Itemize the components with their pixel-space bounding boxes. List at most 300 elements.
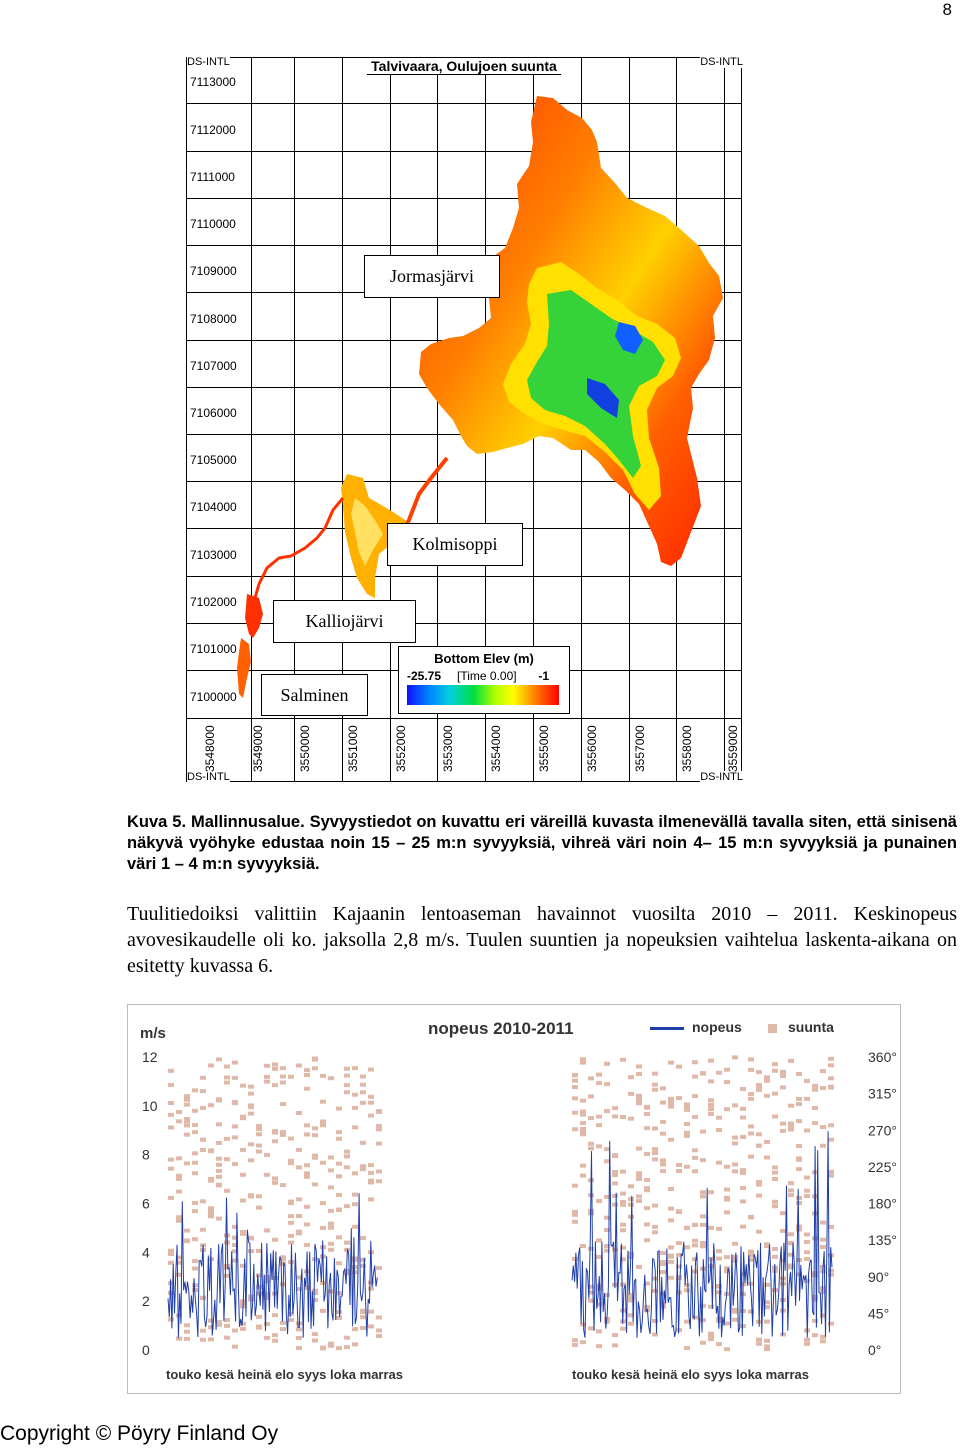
direction-marker [772, 1165, 778, 1169]
direction-marker [796, 1158, 802, 1162]
direction-marker [312, 1133, 318, 1137]
direction-marker [740, 1186, 746, 1190]
direction-marker [756, 1070, 762, 1074]
direction-marker [376, 1179, 382, 1183]
legend-max-value: -1 [538, 669, 549, 683]
direction-marker [320, 1201, 326, 1205]
direction-marker [176, 1219, 182, 1223]
direction-marker [652, 1083, 658, 1087]
direction-marker [772, 1092, 778, 1096]
direction-marker [328, 1168, 334, 1172]
direction-marker [344, 1150, 350, 1154]
direction-marker [668, 1061, 674, 1065]
direction-marker [772, 1171, 778, 1175]
direction-marker [716, 1342, 722, 1346]
connecting-channel [405, 458, 447, 528]
direction-marker [200, 1329, 206, 1333]
direction-marker [804, 1097, 810, 1101]
direction-marker [256, 1150, 262, 1154]
direction-marker [248, 1085, 254, 1089]
direction-marker [264, 1336, 270, 1340]
direction-marker [612, 1194, 618, 1198]
direction-marker [232, 1329, 238, 1333]
direction-marker [796, 1119, 802, 1123]
place-label-kolmisoppi: Kolmisoppi [387, 523, 523, 566]
direction-marker [296, 1063, 302, 1067]
direction-marker [668, 1255, 674, 1259]
direction-marker [828, 1138, 834, 1142]
direction-marker [336, 1130, 342, 1134]
direction-marker [676, 1169, 682, 1173]
direction-marker [216, 1163, 222, 1167]
direction-marker [368, 1287, 374, 1291]
direction-marker [660, 1158, 666, 1162]
direction-marker [352, 1066, 358, 1070]
direction-marker [328, 1209, 334, 1213]
direction-marker [812, 1121, 818, 1125]
chart-y2-tick: 45° [868, 1305, 890, 1322]
direction-marker [740, 1135, 746, 1139]
direction-marker [248, 1105, 254, 1109]
direction-marker [192, 1161, 198, 1165]
map-corner-label-bottom-left: DS-INTL [187, 771, 230, 783]
direction-marker [280, 1183, 286, 1187]
direction-marker [208, 1337, 214, 1341]
direction-marker [168, 1158, 174, 1162]
direction-marker [272, 1176, 278, 1180]
direction-marker [288, 1137, 294, 1141]
direction-marker [748, 1124, 754, 1128]
direction-marker [368, 1114, 374, 1118]
direction-marker [240, 1116, 246, 1120]
direction-marker [676, 1163, 682, 1167]
direction-marker [668, 1245, 674, 1249]
chart-y2-tick: 360° [868, 1049, 897, 1065]
y-tick-label: 7104000 [190, 500, 237, 514]
direction-marker [320, 1309, 326, 1313]
legend-min-value: -25.75 [407, 669, 442, 683]
direction-marker [296, 1346, 302, 1350]
direction-marker [732, 1318, 738, 1322]
direction-marker [788, 1181, 794, 1185]
direction-marker [692, 1223, 698, 1227]
direction-marker [820, 1144, 826, 1148]
direction-marker [644, 1126, 650, 1130]
direction-marker [232, 1258, 238, 1262]
direction-marker [168, 1125, 174, 1129]
direction-marker [312, 1066, 318, 1070]
direction-marker [352, 1265, 358, 1269]
direction-marker [320, 1100, 326, 1104]
direction-marker [248, 1092, 254, 1096]
direction-marker [796, 1196, 802, 1200]
direction-marker [360, 1101, 366, 1105]
direction-marker [620, 1228, 626, 1232]
direction-marker [668, 1187, 674, 1191]
direction-marker [764, 1075, 770, 1079]
direction-marker [796, 1072, 802, 1076]
direction-marker [288, 1200, 294, 1204]
place-label-jormasjarvi: Jormasjärvi [364, 255, 500, 298]
direction-marker [168, 1069, 174, 1073]
direction-marker [344, 1336, 350, 1340]
direction-marker [828, 1086, 834, 1090]
direction-marker [668, 1218, 674, 1222]
direction-marker [328, 1226, 334, 1230]
direction-marker [628, 1117, 634, 1121]
direction-marker [796, 1102, 802, 1106]
direction-marker [572, 1184, 578, 1188]
direction-marker [740, 1324, 746, 1328]
direction-marker [192, 1088, 198, 1092]
direction-marker [732, 1169, 738, 1173]
direction-marker [360, 1236, 366, 1240]
direction-marker [636, 1177, 642, 1181]
direction-marker [740, 1171, 746, 1175]
direction-marker [636, 1099, 642, 1103]
direction-marker [628, 1092, 634, 1096]
direction-marker [620, 1058, 626, 1062]
direction-marker [684, 1108, 690, 1112]
direction-marker [288, 1075, 294, 1079]
direction-marker [708, 1190, 714, 1194]
direction-marker [732, 1308, 738, 1312]
direction-marker [360, 1315, 366, 1319]
direction-marker [224, 1157, 230, 1161]
direction-marker [200, 1076, 206, 1080]
chart-x-label-2010: touko kesä heinä elo syys loka marras [166, 1367, 404, 1382]
direction-marker [804, 1240, 810, 1244]
direction-marker [360, 1141, 366, 1145]
direction-marker [628, 1197, 634, 1201]
y-tick-label: 7111000 [190, 170, 235, 184]
direction-marker [660, 1169, 666, 1173]
direction-marker [756, 1230, 762, 1234]
direction-marker [668, 1276, 674, 1280]
chart-y2-tick: 0° [868, 1342, 882, 1358]
direction-marker [748, 1068, 754, 1072]
direction-marker [596, 1344, 602, 1348]
river-to-kalliojarvi [255, 498, 343, 598]
direction-marker [216, 1122, 222, 1126]
direction-marker [360, 1075, 366, 1079]
direction-marker [336, 1235, 342, 1239]
direction-marker [764, 1347, 770, 1351]
direction-marker [756, 1083, 762, 1087]
direction-marker [232, 1100, 238, 1104]
direction-marker [200, 1228, 206, 1232]
direction-marker [360, 1258, 366, 1262]
x-tick-label: 3558000 [680, 725, 694, 772]
direction-marker [660, 1120, 666, 1124]
direction-marker [224, 1081, 230, 1085]
direction-marker [312, 1339, 318, 1343]
body-paragraph: Tuulitiedoiksi valittiin Kajaanin lentoaseman havainnot vuosilta 2010 – 2011. Keskinopeus avovesikaudelle oli ko. jaksolla 2,8 m/s. Tuulen suuntien ja nopeuksien vaihtelua laskenta-aikana on esitetty kuvassa 6. [127, 903, 957, 977]
direction-marker [796, 1167, 802, 1171]
direction-marker [700, 1190, 706, 1194]
direction-marker [224, 1264, 230, 1268]
direction-marker [200, 1199, 206, 1203]
direction-marker [636, 1072, 642, 1076]
direction-marker [224, 1065, 230, 1069]
direction-marker [788, 1127, 794, 1131]
direction-marker [764, 1339, 770, 1343]
direction-marker [248, 1142, 254, 1146]
direction-marker [748, 1057, 754, 1061]
salminen-lake [237, 638, 251, 698]
direction-marker [716, 1128, 722, 1132]
direction-marker [788, 1193, 794, 1197]
chart-y-axis-label: m/s [140, 1025, 166, 1042]
chart-y2-tick: 270° [868, 1122, 897, 1139]
direction-marker [692, 1243, 698, 1247]
direction-marker [352, 1125, 358, 1129]
direction-marker [708, 1103, 714, 1107]
direction-marker [780, 1122, 786, 1126]
direction-marker [184, 1117, 190, 1121]
direction-marker [596, 1144, 602, 1148]
direction-marker [660, 1163, 666, 1167]
y-tick-label: 7106000 [190, 406, 237, 420]
direction-marker [724, 1165, 730, 1169]
direction-marker [168, 1318, 174, 1322]
direction-marker [596, 1238, 602, 1242]
direction-marker [628, 1184, 634, 1188]
direction-marker [360, 1309, 366, 1313]
direction-marker [328, 1248, 334, 1252]
direction-marker [248, 1158, 254, 1162]
direction-marker [644, 1105, 650, 1109]
direction-marker [620, 1115, 626, 1119]
direction-marker [796, 1201, 802, 1205]
direction-marker [200, 1148, 206, 1152]
direction-marker [216, 1141, 222, 1145]
x-tick-label: 3559000 [726, 725, 740, 772]
y-tick-label: 7102000 [190, 595, 237, 609]
direction-marker [248, 1236, 254, 1240]
direction-marker [240, 1230, 246, 1234]
direction-marker [208, 1214, 214, 1218]
direction-marker [572, 1257, 578, 1261]
direction-marker [636, 1064, 642, 1068]
direction-marker [208, 1103, 214, 1107]
direction-marker [320, 1161, 326, 1165]
direction-marker [304, 1123, 310, 1127]
direction-marker [288, 1234, 294, 1238]
direction-marker [820, 1125, 826, 1129]
direction-marker [780, 1074, 786, 1078]
direction-marker [700, 1194, 706, 1198]
direction-marker [828, 1174, 834, 1178]
direction-marker [256, 1194, 262, 1198]
direction-marker [724, 1347, 730, 1351]
direction-marker [192, 1171, 198, 1175]
direction-marker [208, 1148, 214, 1152]
direction-marker [580, 1121, 586, 1125]
direction-marker [224, 1336, 230, 1340]
direction-marker [716, 1116, 722, 1120]
chart-y2-tick: 225° [868, 1158, 897, 1175]
direction-marker [232, 1061, 238, 1065]
direction-marker [192, 1109, 198, 1113]
direction-marker [320, 1074, 326, 1078]
direction-marker [184, 1229, 190, 1233]
direction-marker [312, 1126, 318, 1130]
direction-marker [596, 1123, 602, 1127]
direction-marker [788, 1121, 794, 1125]
direction-marker [580, 1164, 586, 1168]
direction-marker [288, 1241, 294, 1245]
y-tick-label: 7112000 [190, 123, 236, 137]
direction-marker [628, 1203, 634, 1207]
direction-marker [692, 1156, 698, 1160]
direction-marker [748, 1155, 754, 1159]
x-tick-label: 3551000 [346, 725, 360, 772]
direction-marker [272, 1139, 278, 1143]
direction-marker [304, 1132, 310, 1136]
direction-marker [812, 1333, 818, 1337]
direction-marker [756, 1342, 762, 1346]
direction-marker [280, 1321, 286, 1325]
direction-marker [216, 1157, 222, 1161]
direction-marker [756, 1132, 762, 1136]
direction-marker [644, 1186, 650, 1190]
direction-marker [684, 1245, 690, 1249]
direction-marker [732, 1162, 738, 1166]
direction-marker [248, 1193, 254, 1197]
direction-marker [264, 1173, 270, 1177]
direction-marker [772, 1255, 778, 1259]
direction-marker [376, 1109, 382, 1113]
direction-marker [572, 1085, 578, 1089]
direction-marker [264, 1080, 270, 1084]
direction-marker [692, 1115, 698, 1119]
copyright-footer: Copyright © Pöyry Finland Oy [0, 1422, 279, 1445]
direction-marker [336, 1162, 342, 1166]
direction-marker [336, 1346, 342, 1350]
direction-marker [708, 1112, 714, 1116]
direction-marker [320, 1226, 326, 1230]
direction-marker [192, 1237, 198, 1241]
direction-marker [700, 1318, 706, 1322]
direction-marker [724, 1107, 730, 1111]
direction-marker [692, 1239, 698, 1243]
chart-y-tick: 2 [142, 1293, 150, 1310]
direction-marker [788, 1265, 794, 1269]
y-tick-label: 7101000 [190, 642, 237, 656]
direction-marker [216, 1169, 222, 1173]
direction-marker [192, 1151, 198, 1155]
map-title: Talvivaara, Oulujoen suunta [367, 58, 561, 75]
direction-marker [224, 1189, 230, 1193]
direction-marker [612, 1170, 618, 1174]
direction-marker [296, 1214, 302, 1218]
direction-marker [184, 1123, 190, 1127]
direction-marker [652, 1088, 658, 1092]
direction-marker [216, 1098, 222, 1102]
direction-marker [764, 1155, 770, 1159]
direction-marker [336, 1208, 342, 1212]
direction-marker [652, 1126, 658, 1130]
x-tick-label: 3550000 [298, 725, 312, 772]
direction-marker [644, 1222, 650, 1226]
direction-marker [176, 1156, 182, 1160]
direction-marker [200, 1296, 206, 1300]
direction-marker [764, 1283, 770, 1287]
direction-marker [192, 1209, 198, 1213]
direction-marker [240, 1322, 246, 1326]
direction-marker [636, 1194, 642, 1198]
direction-marker [256, 1132, 262, 1136]
direction-marker [820, 1238, 826, 1242]
direction-marker [232, 1135, 238, 1139]
direction-marker [716, 1227, 722, 1231]
direction-marker [288, 1159, 294, 1163]
y-tick-label: 7113000 [190, 75, 236, 89]
direction-marker [376, 1142, 382, 1146]
chart-y2-tick: 180° [868, 1195, 897, 1212]
direction-marker [328, 1342, 334, 1346]
direction-marker [652, 1157, 658, 1161]
direction-marker [168, 1196, 174, 1200]
map-corner-label-bottom-right: DS-INTL [700, 771, 743, 783]
direction-marker [572, 1079, 578, 1083]
direction-marker [764, 1079, 770, 1083]
direction-marker [644, 1112, 650, 1116]
direction-marker [684, 1134, 690, 1138]
direction-marker [780, 1070, 786, 1074]
direction-marker [312, 1056, 318, 1060]
direction-marker [668, 1260, 674, 1264]
direction-marker [360, 1083, 366, 1087]
direction-marker [604, 1082, 610, 1086]
direction-marker [580, 1340, 586, 1344]
direction-marker [788, 1232, 794, 1236]
legend-speed-line [650, 1027, 684, 1030]
direction-marker [368, 1310, 374, 1314]
direction-marker [628, 1075, 634, 1079]
direction-marker [320, 1346, 326, 1350]
direction-marker [700, 1130, 706, 1134]
direction-marker [804, 1079, 810, 1083]
direction-marker [748, 1215, 754, 1219]
direction-marker [660, 1132, 666, 1136]
direction-marker [596, 1115, 602, 1119]
direction-marker [620, 1192, 626, 1196]
direction-marker [232, 1076, 238, 1080]
direction-marker [352, 1193, 358, 1197]
direction-marker [296, 1336, 302, 1340]
direction-marker [780, 1129, 786, 1133]
direction-marker [376, 1334, 382, 1338]
direction-marker [256, 1144, 262, 1148]
direction-marker [740, 1087, 746, 1091]
direction-marker [692, 1060, 698, 1064]
direction-marker [200, 1106, 206, 1110]
direction-marker [368, 1180, 374, 1184]
direction-marker [200, 1089, 206, 1093]
chart-y2-tick: 315° [868, 1085, 897, 1102]
direction-marker [692, 1148, 698, 1152]
chart-y-tick: 0 [142, 1342, 150, 1358]
direction-marker [336, 1261, 342, 1265]
direction-marker [588, 1146, 594, 1150]
direction-marker [376, 1125, 382, 1129]
direction-marker [192, 1266, 198, 1270]
direction-marker [692, 1075, 698, 1079]
direction-marker [652, 1332, 658, 1336]
direction-marker [756, 1194, 762, 1198]
